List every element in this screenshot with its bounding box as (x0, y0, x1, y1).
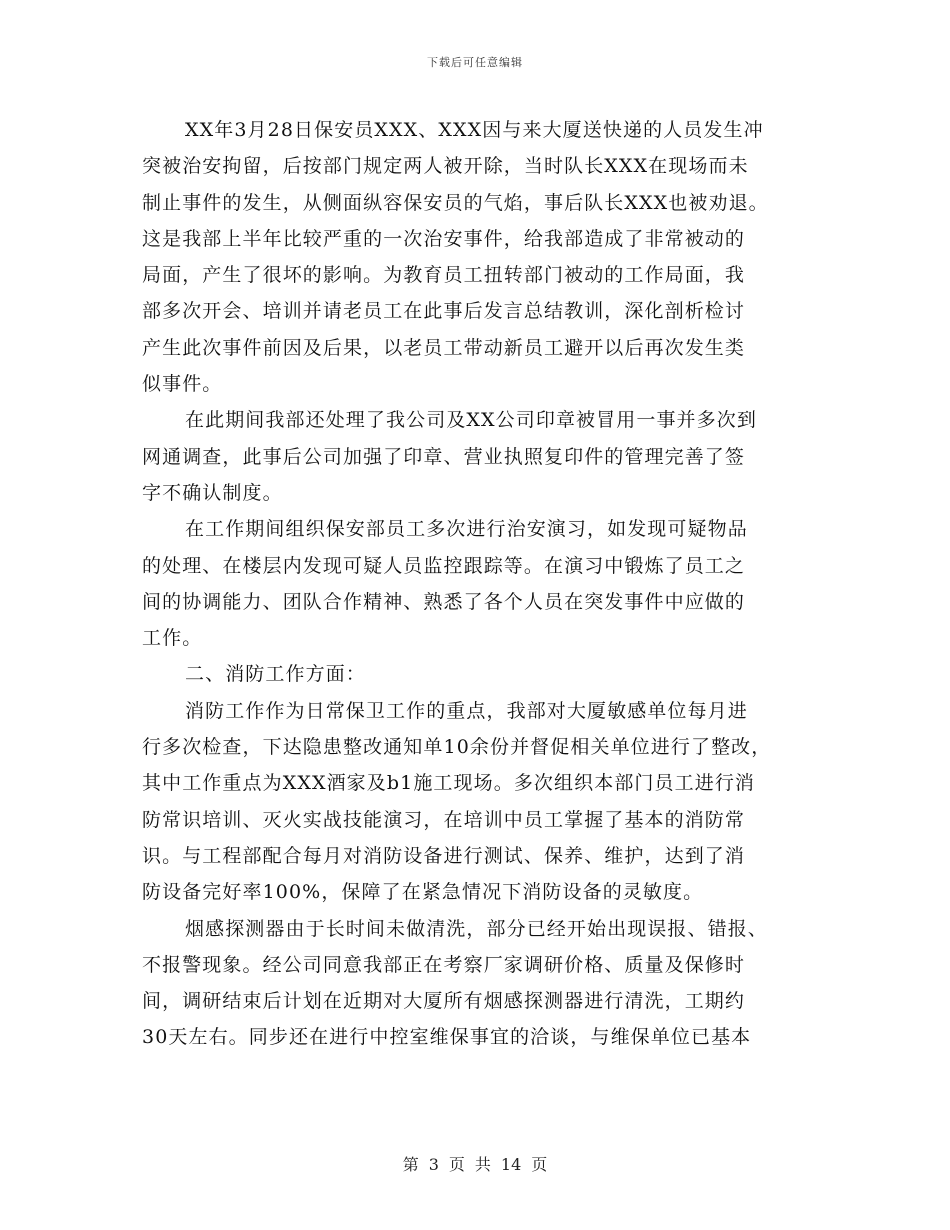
footer-total-word: 共 (474, 1155, 491, 1174)
paragraph-line: 不报警现象。经公司同意我部正在考察厂家调研价格、质量及保修时 (142, 953, 746, 976)
paragraph-line: 识。与工程部配合每月对消防设备进行测试、保养、维护，达到了消 (142, 844, 746, 867)
paragraph-line: 似事件。 (142, 373, 223, 396)
paragraph-line: 的处理、在楼层内发现可疑人员监控跟踪等。在演习中锻炼了员工之 (142, 554, 746, 577)
paragraph-line: 网通调查，此事后公司加强了印章、营业执照复印件的管理完善了签 (142, 445, 746, 468)
paragraph-line: 其中工作重点为XXX酒家及b1施工现场。多次组织本部门员工进行消 (142, 772, 756, 795)
paragraph-line: 间的协调能力、团队合作精神、熟悉了各个人员在突发事件中应做的 (142, 590, 746, 613)
paragraph-line: 产生此次事件前因及后果，以老员工带动新员工避开以后再次发生类 (142, 336, 746, 359)
page-footer (0, 1152, 950, 1175)
footer-prefix: 第 (402, 1155, 419, 1174)
footer-suffix: 页 (531, 1155, 548, 1174)
document-body (142, 112, 810, 1056)
footer-page-word: 页 (448, 1155, 465, 1174)
paragraph-line: 行多次检查，下达隐患整改通知单10余份并督促相关单位进行了整改， (142, 736, 772, 759)
paragraph-line: 间，调研结束后计划在近期对大厦所有烟感探测器进行清洗，工期约 (142, 990, 746, 1013)
paragraph-line: 30天左右。同步还在进行中控室维保事宜的洽谈，与维保单位已基本 (142, 1026, 752, 1049)
page-header: 下载后可任意编辑 (427, 56, 523, 69)
paragraph-line: 烟感探测器由于长时间未做清洗，部分已经开始出现误报、错报、 (185, 917, 768, 940)
paragraph-line: 局面，产生了很坏的影响。为教育员工扭转部门被动的工作局面，我 (142, 264, 746, 287)
paragraph-line: 消防工作作为日常保卫工作的重点，我部对大厦敏感单位每月进 (185, 699, 748, 722)
total-page-count: 14 (500, 1155, 522, 1174)
paragraph-line: 部多次开会、培训并请老员工在此事后发言总结教训，深化剖析检讨 (142, 300, 746, 323)
paragraph-line: 防常识培训、灭火实战技能演习，在培训中员工掌握了基本的消防常 (142, 808, 746, 831)
paragraph-line: 字不确认制度。 (142, 481, 283, 504)
paragraph-line: XX年3月28日保安员XXX、XXX因与来大厦送快递的人员发生冲 (185, 119, 764, 141)
paragraph-line: 在工作期间组织保安部员工多次进行治安演习，如发现可疑物品 (185, 518, 748, 541)
paragraph-line: 制止事件的发生，从侧面纵容保安员的气焰，事后队长XXX也被劝退。 (142, 191, 769, 214)
current-page-number: 3 (428, 1155, 439, 1174)
paragraph-line: 工作。 (142, 627, 203, 650)
section-heading: 二、消防工作方面： (185, 663, 366, 686)
paragraph-line: 突被治安拘留，后按部门规定两人被开除，当时队长XXX在现场而未 (142, 155, 749, 178)
paragraph-line: 这是我部上半年比较严重的一次治安事件，给我部造成了非常被动的 (142, 227, 746, 250)
paragraph-line: 在此期间我部还处理了我公司及XX公司印章被冒用一事并多次到 (185, 409, 757, 432)
paragraph-line: 防设备完好率100%，保障了在紧急情况下消防设备的灵敏度。 (142, 881, 704, 904)
